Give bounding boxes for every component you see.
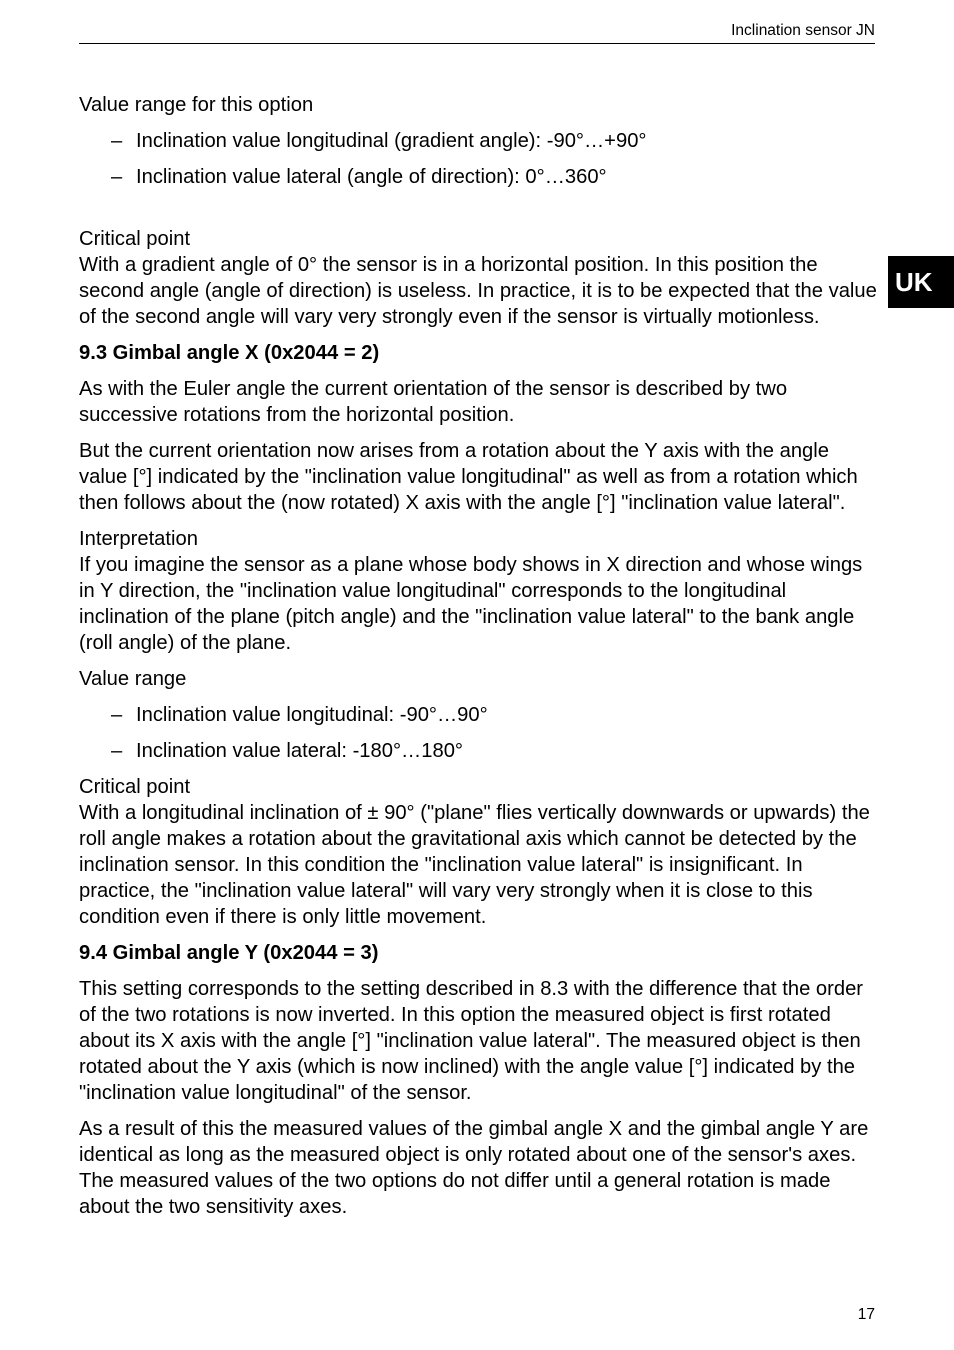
critical-point-block	[79, 774, 879, 930]
dash-bullet: –	[111, 704, 123, 726]
paragraph: As a result of this the measured values of the gimbal angle X and the gimbal angle Y are identical as long as the measured object is only rotated about one of the sensor's axes. The measured values of the two options do not differ until a general rotation is made about the two sensitivity axes.	[79, 1118, 869, 1218]
page-number: 17	[857, 1306, 875, 1323]
interpretation-heading: Interpretation	[79, 528, 198, 550]
page-content	[79, 92, 879, 1230]
interpretation-text: If you imagine the sensor as a plane whose body shows in X direction and whose wings in Y direction, the "inclination value longitudinal" corresponds to the longitudinal inclination of the plane (pitch angle) and the "inclination value lateral" to the bank angle (roll angle) of the plane.	[79, 554, 863, 654]
value-range-heading: Value range	[79, 668, 187, 690]
critical-point-heading: Critical point	[79, 776, 191, 798]
value-range-list	[79, 128, 879, 190]
value-range-intro: Value range for this option	[79, 94, 314, 116]
critical-point-text: With a longitudinal inclination of ± 90° ("plane" flies vertically downwards or upwards) the roll angle makes a rotation about the gravitational axis which cannot be detected by the inclination sensor. In this condition the "inclination value lateral" is insignificant. In practice, the "inclination value lateral" will vary very strongly when it is close to this condition even if there is only little movement.	[79, 802, 870, 928]
critical-point-text: With a gradient angle of 0° the sensor is in a horizontal position. In this position the second angle (angle of direction) is useless. In practice, it is to be expected that the value of the second angle will vary very strongly even if the sensor is virtually motionless.	[79, 254, 877, 328]
section-heading-9-4: 9.4 Gimbal angle Y (0x2044 = 3)	[79, 942, 379, 964]
dash-bullet: –	[111, 130, 123, 152]
paragraph: But the current orientation now arises from a rotation about the Y axis with the angle value [°] indicated by the "inclination value longitudinal" as well as from a rotation which then follows about the (now rotated) X axis with the angle [°] "inclination value lateral".	[79, 440, 858, 514]
dash-bullet: –	[111, 166, 123, 188]
paragraph: As with the Euler angle the current orientation of the sensor is described by two successive rotations from the horizontal position.	[79, 378, 788, 426]
interpretation-block	[79, 526, 879, 656]
list-item: – Inclination value longitudinal: -90°…90°	[111, 704, 488, 726]
dash-bullet: –	[111, 740, 123, 762]
header-rule	[79, 43, 875, 44]
list-item: – Inclination value longitudinal (gradient angle): -90°…+90°	[111, 130, 647, 152]
language-tab: UK	[888, 256, 954, 308]
paragraph: This setting corresponds to the setting described in 8.3 with the difference that the order of the two rotations is now inverted. In this option the measured object is first rotated about its X axis with the angle [°] "inclination value lateral". The measured object is then rotated about the Y axis (which is now inclined) with the angle value [°] indicated by the "inclination value longitudinal" of the sensor.	[79, 978, 864, 1104]
running-header: Inclination sensor JN	[731, 22, 875, 39]
value-range-list	[79, 702, 879, 764]
critical-point-block	[79, 226, 879, 330]
critical-point-heading: Critical point	[79, 228, 191, 250]
list-item: – Inclination value lateral: -180°…180°	[111, 740, 464, 762]
section-heading-9-3: 9.3 Gimbal angle X (0x2044 = 2)	[79, 342, 380, 364]
list-item: – Inclination value lateral (angle of direction): 0°…360°	[111, 166, 607, 188]
